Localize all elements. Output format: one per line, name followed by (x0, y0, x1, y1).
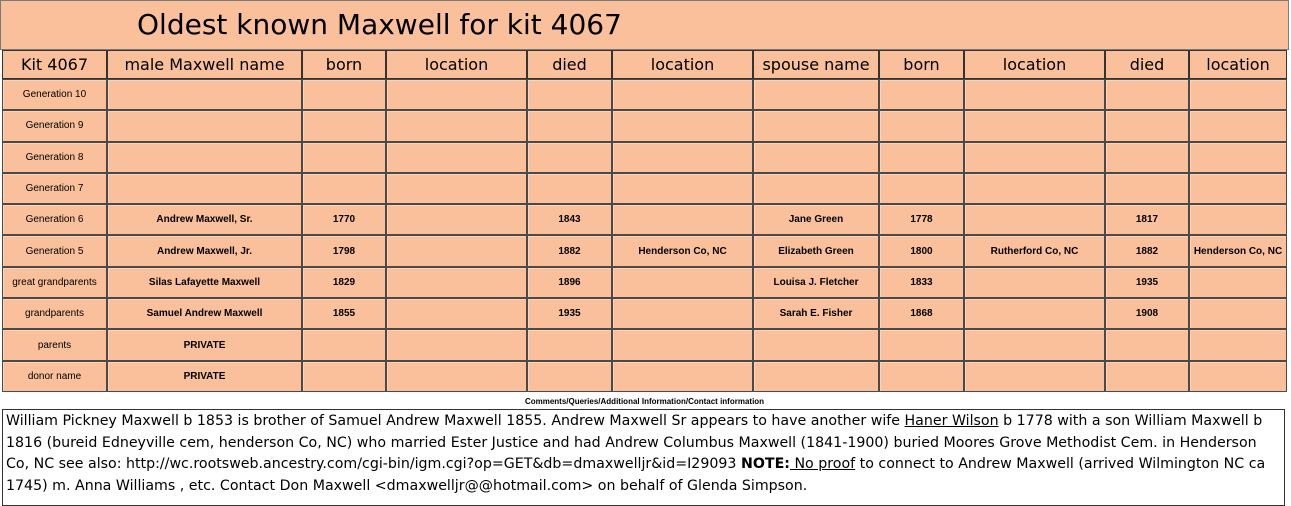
born-cell[interactable] (879, 361, 964, 392)
location-cell[interactable] (612, 267, 753, 298)
generation-cell[interactable]: Generation 8 (2, 142, 107, 173)
died-cell[interactable] (1105, 142, 1189, 173)
notes-text: William Pickney Maxwell b 1853 is brother of Samuel Andrew Maxwell 1855. Andrew Maxwell Sr appears to have another wife (6, 413, 905, 429)
died-cell[interactable] (1105, 173, 1189, 204)
died-cell[interactable] (1105, 110, 1189, 141)
died-cell[interactable] (527, 361, 612, 392)
name-cell[interactable]: Samuel Andrew Maxwell (107, 298, 302, 329)
location-cell[interactable] (964, 361, 1105, 392)
died-cell[interactable] (527, 142, 612, 173)
location-cell[interactable] (1189, 79, 1287, 110)
spouse-cell[interactable] (753, 361, 879, 392)
spouse-cell[interactable]: Sarah E. Fisher (753, 298, 879, 329)
location-cell[interactable] (386, 361, 527, 392)
born-cell[interactable] (302, 110, 386, 141)
location-cell[interactable] (386, 267, 527, 298)
location-cell[interactable] (964, 267, 1105, 298)
location-cell[interactable] (964, 142, 1105, 173)
born-cell[interactable]: 1770 (302, 204, 386, 235)
name-cell[interactable]: PRIVATE (107, 361, 302, 392)
location-cell[interactable]: Henderson Co, NC (1189, 235, 1287, 266)
spouse-cell[interactable] (753, 79, 879, 110)
died-cell[interactable] (527, 173, 612, 204)
born-cell[interactable] (302, 361, 386, 392)
generation-cell[interactable]: Generation 5 (2, 235, 107, 266)
died-cell[interactable]: 1935 (527, 298, 612, 329)
location-cell[interactable] (386, 110, 527, 141)
table-row (2, 204, 1287, 235)
notes-underlined-name: Haner Wilson (904, 413, 999, 429)
notes-text: b 1778 with a son William Maxwell b 1816 (bureid Edneyville cem, henderson Co, NC) who married Ester Justice and had Andrew Columbus Maxwell (1841-1900) buried Moores Grove Methodist Cem. in Henderson Co, NC see also: http://wc.rootsweb.ancestry.com/cgi-bin/igm.cgi?op=GET&db=dmaxwelljr&id=I29093 (6, 413, 1263, 472)
genealogy-table (2, 50, 1287, 392)
name-cell[interactable] (107, 142, 302, 173)
location-cell[interactable] (386, 142, 527, 173)
location-cell[interactable] (612, 173, 753, 204)
name-cell[interactable] (107, 173, 302, 204)
name-cell[interactable]: Silas Lafayette Maxwell (107, 267, 302, 298)
location-cell[interactable] (1189, 267, 1287, 298)
location-cell[interactable] (612, 204, 753, 235)
died-cell[interactable]: 1908 (1105, 298, 1189, 329)
generation-cell[interactable]: Generation 7 (2, 173, 107, 204)
location-cell[interactable] (386, 79, 527, 110)
header-cell[interactable]: born (879, 50, 964, 79)
header-cell[interactable]: spouse name (753, 50, 879, 79)
location-cell[interactable] (612, 361, 753, 392)
location-cell[interactable]: Henderson Co, NC (612, 235, 753, 266)
born-cell[interactable]: 1778 (879, 204, 964, 235)
table-row (2, 79, 1287, 110)
name-cell[interactable]: PRIVATE (107, 329, 302, 360)
generation-cell[interactable]: Generation 9 (2, 110, 107, 141)
died-cell[interactable] (1105, 79, 1189, 110)
died-cell[interactable] (1105, 361, 1189, 392)
location-cell[interactable] (1189, 361, 1287, 392)
location-cell[interactable] (1189, 142, 1287, 173)
title-bar (0, 0, 1289, 50)
generation-cell[interactable]: parents (2, 329, 107, 360)
table-row (2, 142, 1287, 173)
spouse-cell[interactable] (753, 329, 879, 360)
generation-cell[interactable]: Generation 10 (2, 79, 107, 110)
location-cell[interactable] (386, 235, 527, 266)
location-cell[interactable] (964, 110, 1105, 141)
spouse-cell[interactable] (753, 142, 879, 173)
notes-note-label: NOTE: (740, 456, 790, 472)
table-row (2, 267, 1287, 298)
name-cell[interactable] (107, 110, 302, 141)
born-cell[interactable] (879, 173, 964, 204)
location-cell[interactable] (1189, 204, 1287, 235)
header-cell[interactable]: male Maxwell name (107, 50, 302, 79)
location-cell[interactable] (386, 329, 527, 360)
born-cell[interactable] (302, 79, 386, 110)
spouse-cell[interactable] (753, 173, 879, 204)
born-cell[interactable]: 1829 (302, 267, 386, 298)
table-row (2, 329, 1287, 360)
header-cell[interactable]: location (612, 50, 753, 79)
header-cell[interactable]: location (1189, 50, 1287, 79)
table-row (2, 361, 1287, 392)
location-cell[interactable] (612, 298, 753, 329)
location-cell[interactable] (1189, 329, 1287, 360)
born-cell[interactable]: 1798 (302, 235, 386, 266)
location-cell[interactable] (612, 329, 753, 360)
born-cell[interactable] (879, 142, 964, 173)
location-cell[interactable] (964, 298, 1105, 329)
spouse-cell[interactable] (753, 110, 879, 141)
died-cell[interactable]: 1882 (1105, 235, 1189, 266)
died-cell[interactable] (527, 110, 612, 141)
header-row (2, 50, 1287, 79)
spouse-cell[interactable]: Louisa J. Fletcher (753, 267, 879, 298)
died-cell[interactable]: 1843 (527, 204, 612, 235)
name-cell[interactable]: Andrew Maxwell, Jr. (107, 235, 302, 266)
born-cell[interactable]: 1833 (879, 267, 964, 298)
died-cell[interactable] (527, 329, 612, 360)
location-cell[interactable] (1189, 110, 1287, 141)
died-cell[interactable]: 1935 (1105, 267, 1189, 298)
notes-cell[interactable] (2, 409, 1285, 506)
died-cell[interactable] (527, 79, 612, 110)
location-cell[interactable] (612, 110, 753, 141)
page-title[interactable]: Oldest known Maxwell for kit 4067 (137, 8, 622, 41)
died-cell[interactable]: 1817 (1105, 204, 1189, 235)
generation-cell[interactable]: great grandparents (2, 267, 107, 298)
spouse-cell[interactable]: Elizabeth Green (753, 235, 879, 266)
header-cell[interactable]: Kit 4067 (2, 50, 107, 79)
location-cell[interactable] (964, 173, 1105, 204)
location-cell[interactable] (1189, 298, 1287, 329)
location-cell[interactable] (964, 79, 1105, 110)
location-cell[interactable] (612, 142, 753, 173)
born-cell[interactable] (879, 110, 964, 141)
died-cell[interactable]: 1882 (527, 235, 612, 266)
table-row (2, 110, 1287, 141)
generation-cell[interactable]: Generation 6 (2, 204, 107, 235)
born-cell[interactable]: 1855 (302, 298, 386, 329)
born-cell[interactable]: 1868 (879, 298, 964, 329)
died-cell[interactable]: 1896 (527, 267, 612, 298)
table-row (2, 298, 1287, 329)
location-cell[interactable] (386, 173, 527, 204)
location-cell[interactable] (964, 204, 1105, 235)
header-cell[interactable]: died (1105, 50, 1189, 79)
notes-text: to connect to Andrew Maxwell (arrived Wilmington NC ca 1745) m. Anna Williams , etc. Contact Don Maxwell <dmaxwelljr@@hotmail.com> on behalf of Glenda Simpson. (6, 456, 1266, 494)
location-cell[interactable] (612, 79, 753, 110)
born-cell[interactable]: 1800 (879, 235, 964, 266)
header-cell[interactable]: location (964, 50, 1105, 79)
table-body (2, 79, 1287, 392)
notes-no-proof: No proof (789, 456, 856, 472)
born-cell[interactable] (302, 329, 386, 360)
born-cell[interactable] (302, 142, 386, 173)
location-cell[interactable] (1189, 173, 1287, 204)
born-cell[interactable] (879, 329, 964, 360)
name-cell[interactable]: Andrew Maxwell, Sr. (107, 204, 302, 235)
table-row (2, 235, 1287, 266)
header-cell[interactable]: born (302, 50, 386, 79)
born-cell[interactable] (879, 79, 964, 110)
comments-label: Comments/Queries/Additional Information/Contact information (0, 395, 1289, 408)
born-cell[interactable] (302, 173, 386, 204)
header-cell[interactable]: died (527, 50, 612, 79)
location-cell[interactable] (386, 204, 527, 235)
spouse-cell[interactable]: Jane Green (753, 204, 879, 235)
generation-cell[interactable]: donor name (2, 361, 107, 392)
location-cell[interactable] (964, 329, 1105, 360)
header-cell[interactable]: location (386, 50, 527, 79)
location-cell[interactable]: Rutherford Co, NC (964, 235, 1105, 266)
died-cell[interactable] (1105, 329, 1189, 360)
name-cell[interactable] (107, 79, 302, 110)
table-row (2, 173, 1287, 204)
location-cell[interactable] (386, 298, 527, 329)
generation-cell[interactable]: grandparents (2, 298, 107, 329)
